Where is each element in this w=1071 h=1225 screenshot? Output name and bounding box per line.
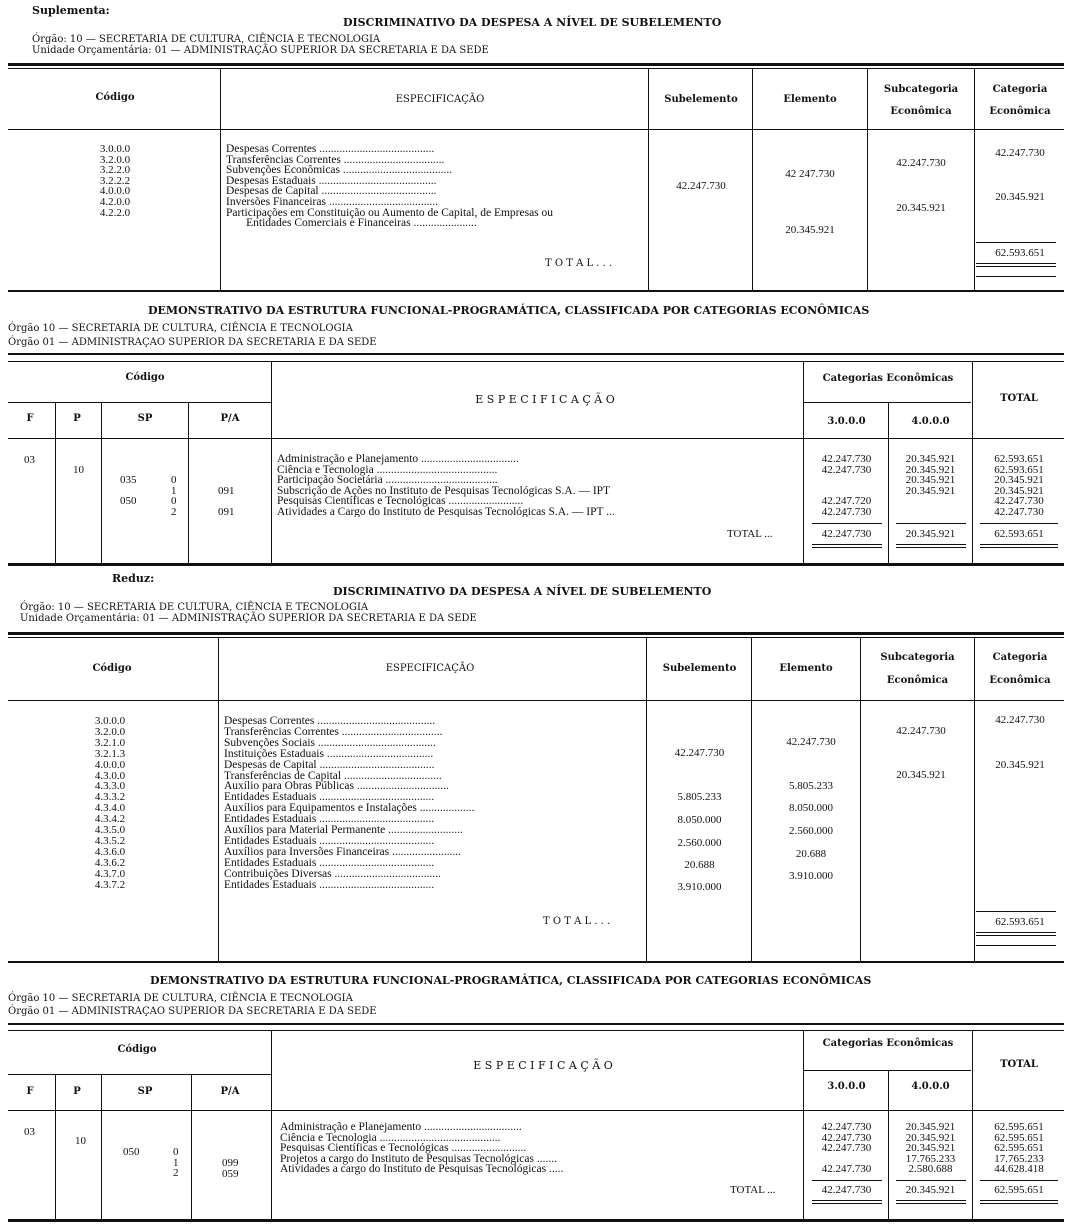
c3-column: 42.247.730 42.247.730 42.247.720 42.247.730: [821, 453, 872, 518]
header-c4: 4.0.0.0: [911, 1081, 950, 1092]
c4-column: 20.345.921 20.345.921 20.345.921 17.765.233 2.580.688: [905, 1121, 956, 1175]
header-categoria: Categoria: [992, 84, 1048, 95]
elemento-value: 2.560.000: [789, 825, 833, 837]
total-value: 62.593.651: [994, 528, 1044, 540]
total-value: 62.595.651: [994, 1184, 1044, 1196]
subcat-value-b: 20.345.921: [896, 769, 946, 781]
header-sp: SP: [137, 413, 153, 424]
header-elemento: Elemento: [779, 663, 833, 674]
f-value: 03: [24, 454, 35, 466]
subcat-value-a: 42.247.730: [896, 157, 946, 169]
header-p: P: [73, 413, 81, 424]
pa-column: 099 059: [222, 1157, 239, 1180]
elemento-value-a: 42 247.730: [785, 168, 835, 180]
subelemento-value: 42.247.730: [674, 747, 725, 759]
header-elemento: Elemento: [783, 94, 837, 105]
cat-value-b: 20.345.921: [995, 191, 1045, 203]
header-c3: 3.0.0.0: [827, 416, 866, 427]
header-total: TOTAL: [1000, 1059, 1038, 1070]
header-codigo: Código: [117, 1044, 157, 1055]
header-subcategoria-2: Econômica: [886, 675, 949, 686]
orgao-line: Órgão 10 — SECRETARIA DE CULTURA, CIÊNCIA E TECNOLOGIA: [8, 993, 353, 1004]
header-categoria-2: Econômica: [989, 106, 1051, 117]
total-c4: 20.345.921: [905, 1184, 956, 1196]
total-label: T O T A L . . .: [543, 916, 611, 927]
f-value: 03: [24, 1126, 35, 1138]
sp-value: 050: [123, 1146, 140, 1158]
total-label: TOTAL ...: [730, 1184, 776, 1196]
elemento-value: 20.688: [795, 848, 827, 860]
header-subelemento: Subelemento: [662, 663, 737, 674]
elemento-value: 42.247.730: [786, 736, 836, 748]
total-c3: 42.247.730: [821, 1184, 872, 1196]
header-categoria: Categoria: [992, 652, 1048, 663]
elemento-value-b: 20.345.921: [785, 224, 835, 236]
sp-column: 035 050: [120, 474, 137, 507]
total-label: TOTAL ...: [727, 528, 773, 540]
orgao-line: Órgão: 10 — SECRETARIA DE CULTURA, CIÊNCIA E TECNOLOGIA: [32, 34, 381, 45]
subcat-value-a: 42.247.730: [896, 725, 946, 737]
subelemento-value: 3.910.000: [677, 881, 722, 893]
header-especificacao: E S P E C I F I C A Ç Ã O: [475, 393, 615, 406]
section-title: DISCRIMINATIVO DA DESPESA A NÍVEL DE SUBELEMENTO: [333, 585, 712, 598]
header-f: F: [26, 1086, 34, 1097]
subelemento-value: 20.688: [684, 859, 715, 871]
sp2-column: 0 1 0 2: [171, 474, 177, 518]
header-subcategoria-2: Econômica: [890, 106, 952, 117]
header-f: F: [26, 413, 34, 424]
header-codigo: Código: [125, 372, 165, 383]
total-column: 62.593.651 62.593.651 20.345.921 20.345.921 42.247.730 42.247.730: [994, 453, 1044, 518]
cat-value-a: 42.247.730: [995, 714, 1045, 726]
subelemento-value: 42.247.730: [676, 180, 726, 192]
unidade-line: Unidade Orçamentária: 01 — ADMINISTRAÇÃO SUPERIOR DA SECRETARIA E DA SEDE: [20, 613, 477, 624]
total-c4: 20.345.921: [905, 528, 956, 540]
c3-column: 42.247.730 42.247.730 42.247.730 42.247.730: [821, 1121, 872, 1175]
spec-column: Administração e Planejamento .................................. Ciência e Tecnologia .......................................... Pesquisas Científicas e Tecnológicas .......................... Projetos a cargo do Instituto de Pesquisas Tecnológicas ....... Atividades a cargo do Instituto de Pesquisas Tecnológicas .....: [280, 1122, 564, 1175]
p-value: 10: [75, 1135, 86, 1147]
orgao-line: Órgão 10 — SECRETARIA DE CULTURA, CIÊNCIA E TECNOLOGIA: [8, 323, 353, 334]
section-label: Suplementa:: [32, 4, 110, 17]
header-especificacao: ESPECIFICAÇÃO: [395, 94, 485, 105]
total-column: 62.595.651 62.595.651 62.595.651 17.765.233 44.628.418: [994, 1121, 1044, 1175]
total-label: T O T A L . . .: [545, 258, 613, 269]
section-title: DEMONSTRATIVO DA ESTRUTURA FUNCIONAL-PROGRAMÁTICA, CLASSIFICADA POR CATEGORIAS ECONÔMICAS: [150, 974, 872, 987]
subelemento-value: 5.805.233: [677, 791, 722, 803]
unidade-line: Unidade Orçamentária: 01 — ADMINISTRAÇÃO SUPERIOR DA SECRETARIA E DA SEDE: [32, 45, 489, 56]
total-c3: 42.247.730: [821, 528, 872, 540]
header-sp: SP: [137, 1086, 153, 1097]
section-label: Reduz:: [112, 572, 155, 585]
sp2-column: 0 1 2: [173, 1146, 179, 1179]
spec-column: Administração e Planejamento .................................. Ciência e Tecnologia .......................................... Participação Societária ....................................... Subscrição de Ações no Instituto de Pesquisas Tecnológicas S.A. — IPT Pesquisas Científicas e Tecnológicas .......................... Atividades a Cargo do Instituto de Pesquisas Tecnológicas S.A. — IPT ...: [277, 454, 615, 517]
cat-value-b: 20.345.921: [995, 759, 1045, 771]
header-c4: 4.0.0.0: [911, 416, 950, 427]
header-subcategoria: Subcategoria: [883, 84, 959, 95]
c4-column: 20.345.921 20.345.921 20.345.921 20.345.921: [905, 453, 956, 497]
header-pa: P/A: [220, 413, 240, 424]
orgao-line: Órgão: 10 — SECRETARIA DE CULTURA, CIÊNCIA E TECNOLOGIA: [20, 602, 369, 613]
pa-column: 091 091: [218, 485, 235, 518]
section-title: DISCRIMINATIVO DA DESPESA A NÍVEL DE SUBELEMENTO: [343, 16, 722, 29]
header-p: P: [73, 1086, 81, 1097]
spec-column: Despesas Correntes ......................................... Transferências Correntes ................................... Subvenções Sociais ......................................... Instituições Estaduais ..................................... Despesas de Capital ........................................ Transferências de Capital .................................. Auxílio para Obras Públicas ................................ Entidades Estaduais ........................................ Auxílios para Equipamentos e Instalações ................... Entidades Estaduais ........................................ Auxílios para Material Permanente .......................... Entidades Estaduais ........................................ Auxílios para Inversões Financeiras ........................ Entidades Estaduais ........................................ Contribuições Diversas ..................................... Entidades Estaduais ........................................: [224, 716, 475, 891]
codes-column: 3.0.0.0 3.2.0.0 3.2.1.0 3.2.1.3 4.0.0.0 4.3.0.0 4.3.3.0 4.3.3.2 4.3.4.0 4.3.4.2 4.3.5.0 4.3.5.2 4.3.6.0 4.3.6.2 4.3.7.0 4.3.7.2: [94, 715, 126, 891]
header-pa: P/A: [220, 1086, 240, 1097]
p-value: 10: [73, 464, 84, 476]
section-title: DEMONSTRATIVO DA ESTRUTURA FUNCIONAL-PROGRAMÁTICA, CLASSIFICADA POR CATEGORIAS ECONÔMICAS: [148, 304, 870, 317]
header-especificacao: E S P E C I F I C A Ç Ã O: [473, 1059, 613, 1072]
header-categorias: Categorias Econômicas: [822, 373, 954, 384]
orgao-line-2: Órgão 01 — ADMINISTRAÇAO SUPERIOR DA SECRETARIA E DA SEDE: [8, 337, 377, 348]
spec-column: Despesas Correntes ........................................ Transferências Correntes ................................... Subvenções Econômicas ...................................... Despesas Estaduais ......................................... Despesas de Capital ........................................ Inversões Financeiras ...................................... Participações em Constituição ou Aumento de Capital, de Empresas ou Entidades Comerciais e Financeiras ......................: [226, 144, 554, 229]
orgao-line-2: Órgão 01 — ADMINISTRAÇAO SUPERIOR DA SECRETARIA E DA SEDE: [8, 1006, 377, 1017]
subcat-value-b: 20.345.921: [896, 202, 946, 214]
elemento-value: 8.050.000: [789, 802, 833, 814]
total-value: 62.593.651: [995, 916, 1045, 928]
header-codigo: Código: [95, 92, 135, 103]
header-c3: 3.0.0.0: [827, 1081, 866, 1092]
header-codigo: Código: [92, 663, 132, 674]
header-categorias: Categorias Econômicas: [822, 1038, 954, 1049]
header-subcategoria: Subcategoria: [880, 652, 955, 663]
header-total: TOTAL: [1000, 393, 1038, 404]
subelemento-value: 8.050.000: [677, 814, 722, 826]
header-subelemento: Subelemento: [664, 94, 738, 105]
cat-value-a: 42.247.730: [995, 147, 1045, 159]
elemento-value: 5.805.233: [789, 780, 833, 792]
total-value: 62.593.651: [995, 247, 1045, 259]
subelemento-value: 2.560.000: [677, 837, 722, 849]
header-especificacao: ESPECIFICAÇÃO: [385, 663, 475, 674]
header-categoria-2: Econômica: [989, 675, 1051, 686]
codes-column: 3.0.0.0 3.2.0.0 3.2.2.0 3.2.2.2 4.0.0.0 4.2.0.0 4.2.2.0: [99, 143, 131, 219]
elemento-value: 3.910.000: [789, 870, 833, 882]
